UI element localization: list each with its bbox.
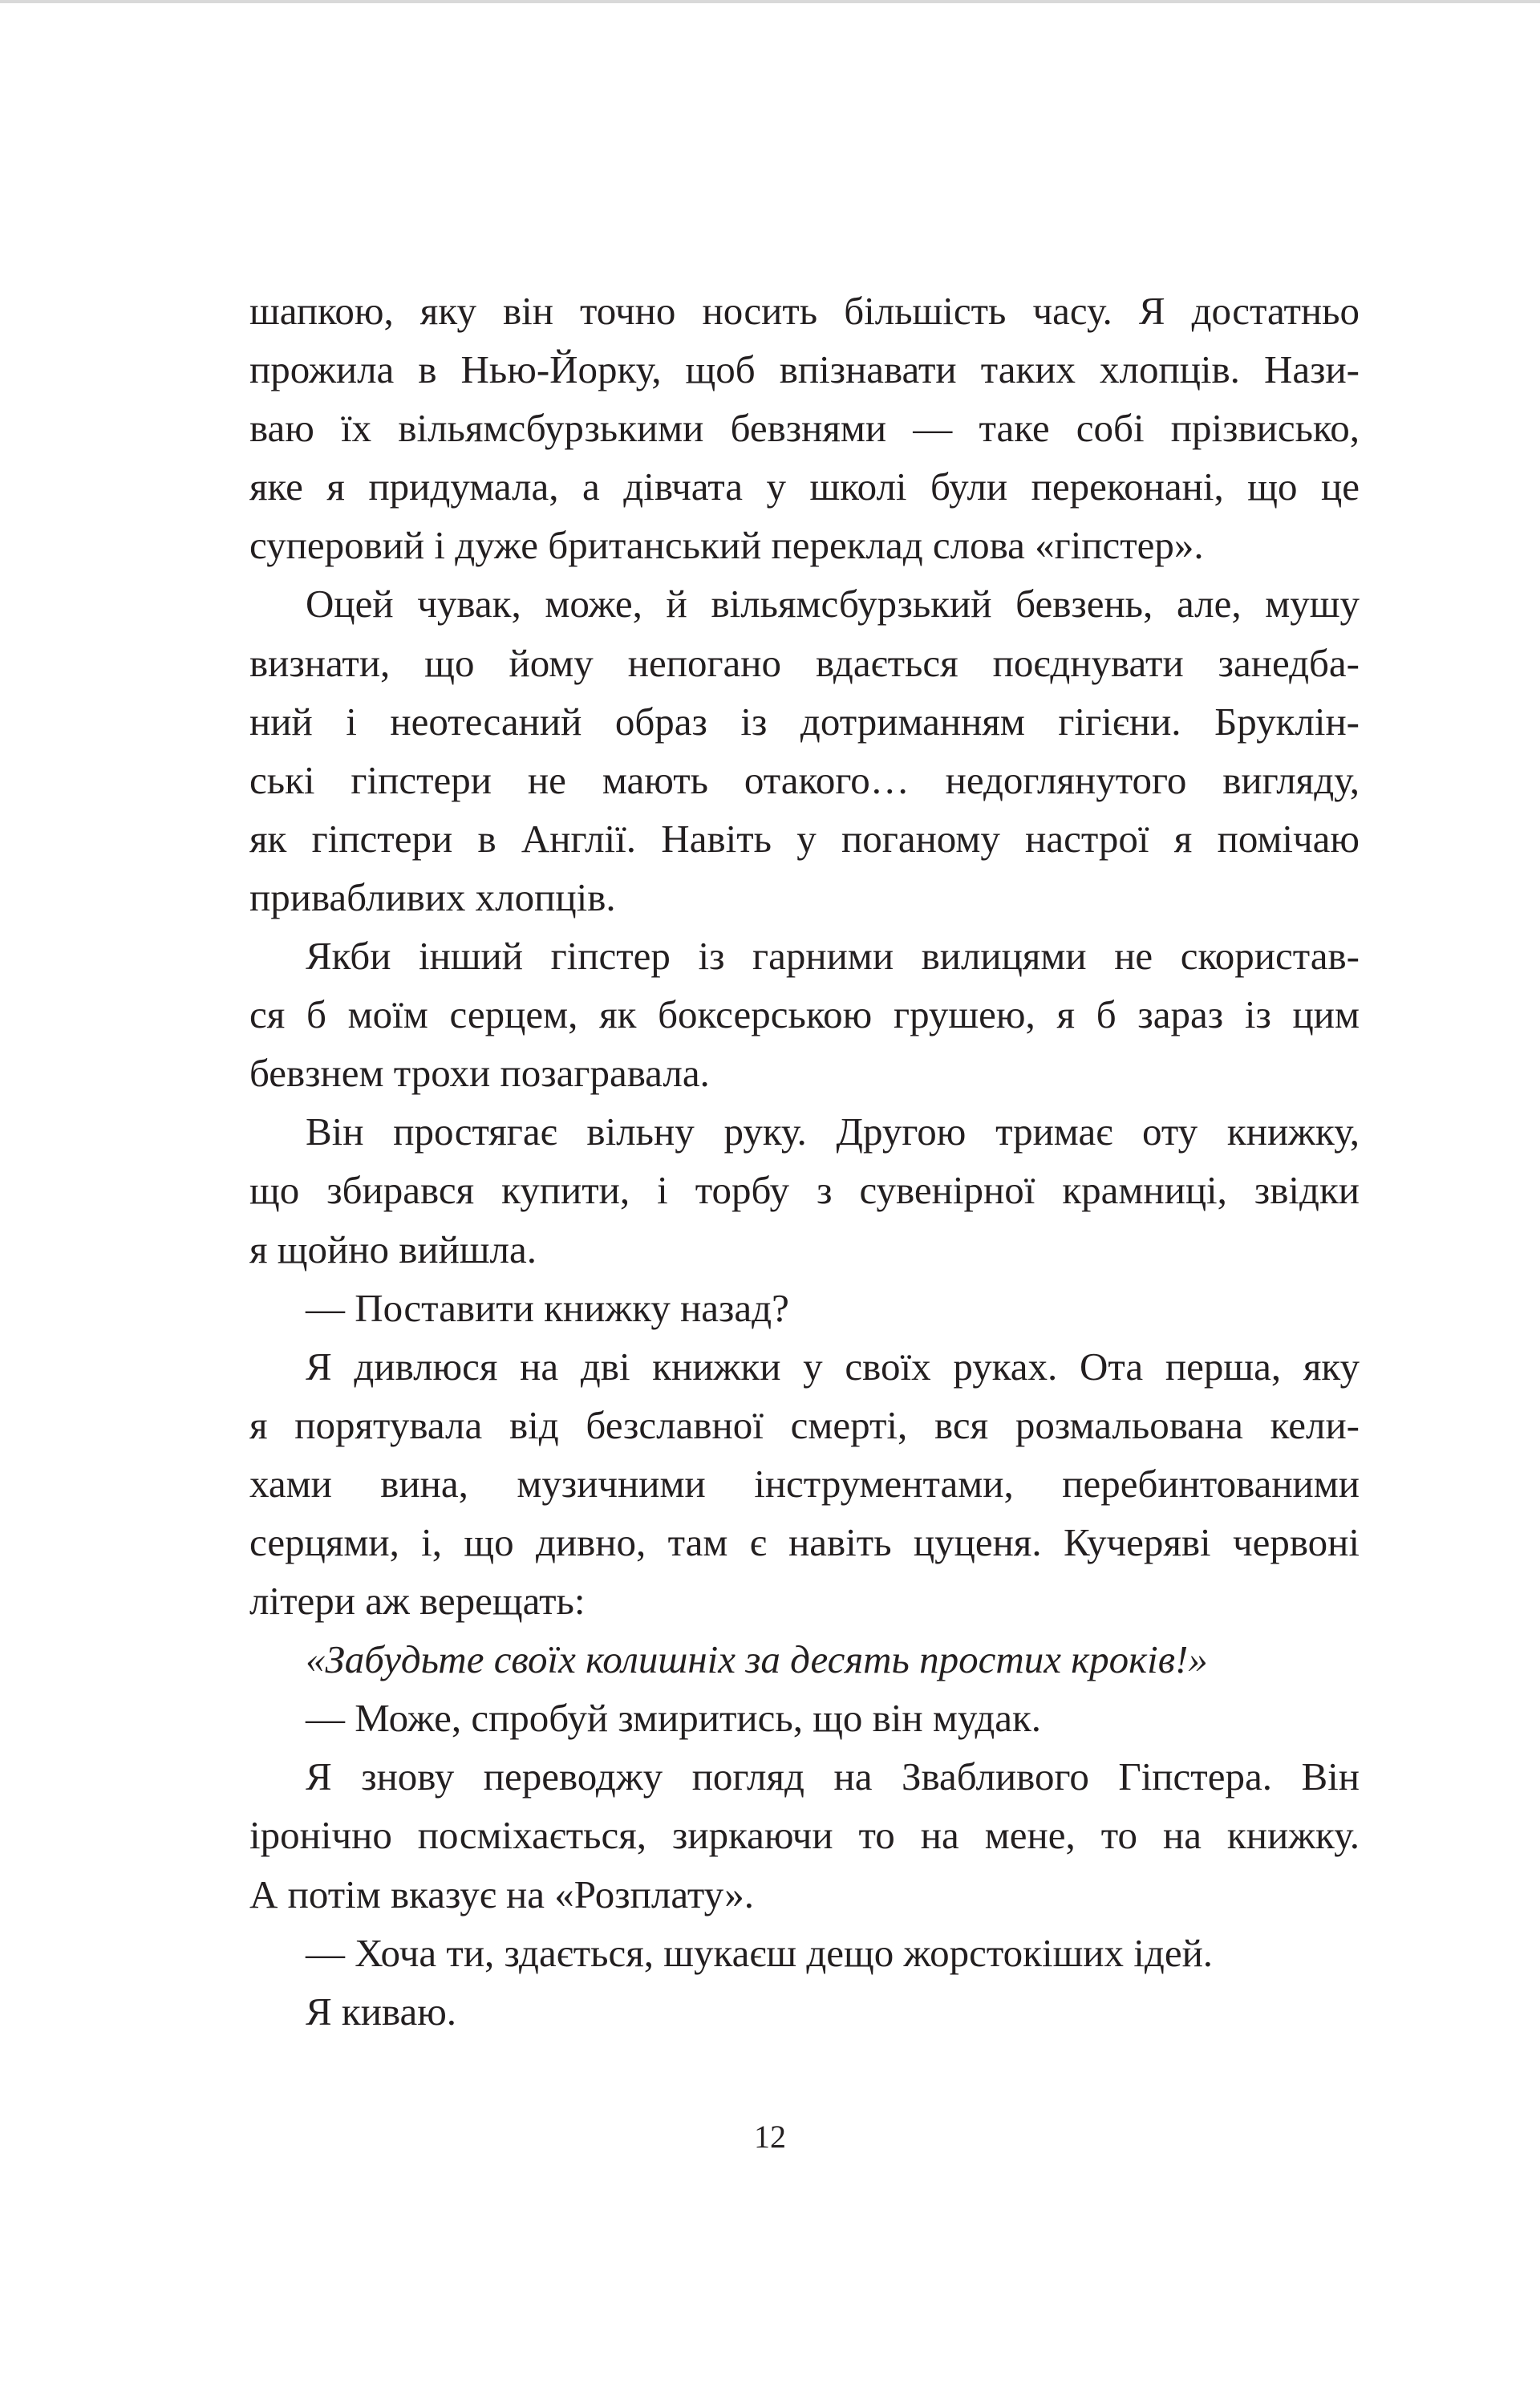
dialogue-line: — Може, спробуй змиритись, що він мудак.	[306, 1696, 1042, 1741]
page-number: 12	[754, 2119, 786, 2155]
text-line: ний і неотесаний образ із дотриманням гігієни. Бруклін-	[249, 699, 1360, 744]
italic-quote-line: «Забудьте своїх колишніх за десять простих кроків!»	[306, 1637, 1208, 1682]
text-line: суперовий і дуже британський переклад слова «гіпстер».	[249, 523, 1204, 568]
body-text	[249, 282, 1360, 2041]
text-line: Я дивлюся на дві книжки у своїх руках. Ота перша, яку	[306, 1344, 1360, 1389]
text-line: Я знову переводжу погляд на Звабливого Гіпстера. Він	[306, 1754, 1360, 1799]
text-line: А потім вказує на «Розплату».	[249, 1872, 755, 1916]
text-line: ваю їх вільямсбурзькими бевзнями — таке собі прізвисько,	[249, 406, 1360, 451]
text-line: ся б моїм серцем, як боксерською грушею, я б зараз із цим	[249, 992, 1360, 1037]
dialogue-line: — Поставити книжку назад?	[306, 1285, 789, 1330]
text-line: шапкою, яку він точно носить більшість часу. Я достатньо	[249, 289, 1360, 333]
text-line: бевзнем трохи позагравала.	[249, 1051, 710, 1096]
text-line: Я киваю.	[306, 1989, 457, 2034]
text-line: яке я придумала, а дівчата у школі були переконані, що це	[249, 464, 1360, 509]
text-line: хами вина, музичними інструментами, перебинтованими	[249, 1461, 1360, 1506]
text-line: ські гіпстери не мають отакого… недоглянутого вигляду,	[249, 757, 1360, 802]
text-line: Якби інший гіпстер із гарними вилицями не скористав-	[306, 934, 1360, 979]
dialogue-line: — Хоча ти, здається, шукаєш дещо жорстокіших ідей.	[306, 1930, 1214, 1975]
text-line: іронічно посміхається, зиркаючи то на мене, то на книжку.	[249, 1813, 1360, 1858]
text-line: прожила в Нью-Йорку, щоб впізнавати таких хлопців. Нази-	[249, 347, 1360, 392]
text-line: я щойно вийшла.	[249, 1227, 537, 1271]
text-line: я порятувала від безславної смерті, вся розмальована кели-	[249, 1402, 1360, 1447]
top-border	[0, 0, 1540, 3]
text-line: привабливих хлопців.	[249, 874, 616, 919]
text-line: Він простягає вільну руку. Другою тримає оту книжку,	[306, 1109, 1360, 1154]
text-line: як гіпстери в Англії. Навіть у поганому настрої я помічаю	[249, 816, 1360, 861]
text-line: що збирався купити, і торбу з сувенірної крамниці, звідки	[249, 1168, 1360, 1213]
text-line: визнати, що йому непогано вдається поєднувати занедба-	[249, 640, 1360, 685]
text-line: літери аж верещать:	[249, 1579, 586, 1624]
text-line: Оцей чувак, може, й вільямсбурзький бевзень, але, мушу	[306, 582, 1360, 627]
text-line: серцями, і, що дивно, там є навіть цуценя. Кучеряві червоні	[249, 1519, 1360, 1564]
